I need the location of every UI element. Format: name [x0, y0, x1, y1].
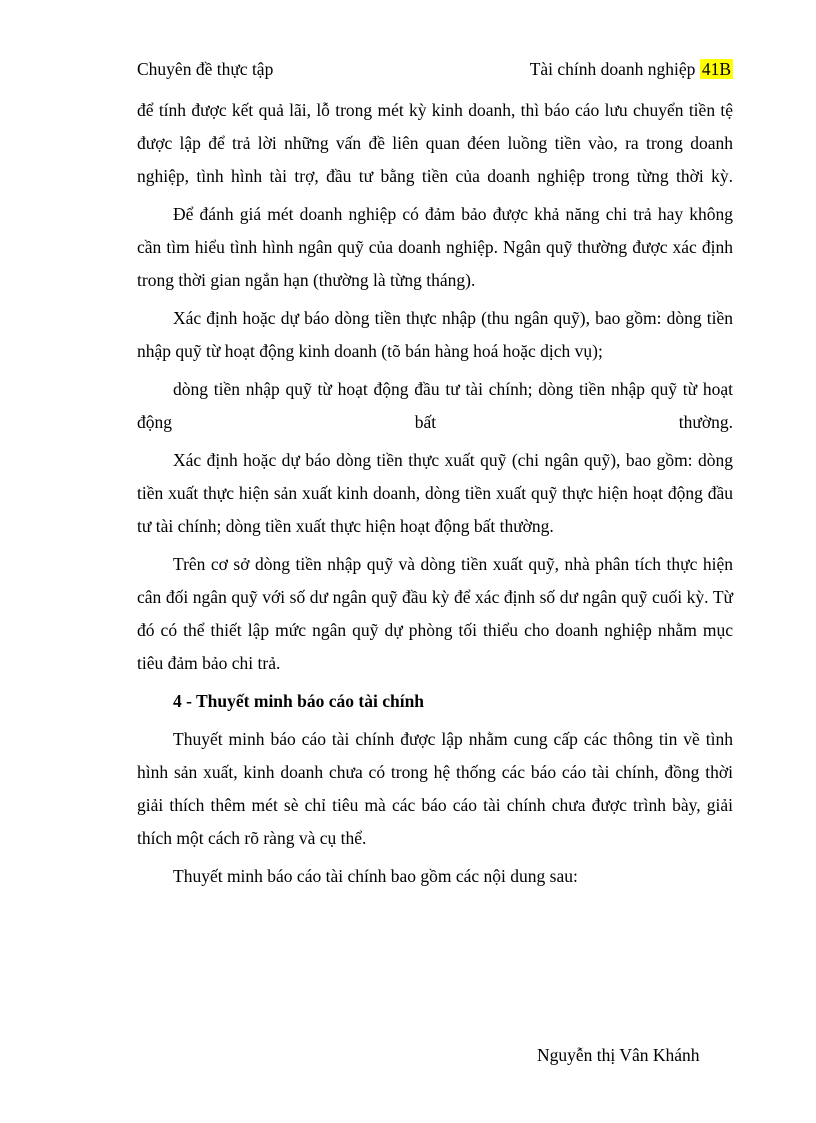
- paragraph-notes-purpose: Thuyết minh báo cáo tài chính được lập nhằm cung cấp các thông tin về tình hình sản xuất, kinh doanh chưa có trong hệ thống các báo cáo tài chính, đồng thời giải thích thêm mét sè chỉ tiêu mà các báo cáo tài chính chưa được trình bày, giải thích một cách rõ ràng và cụ thể.: [137, 729, 733, 848]
- header-course: [530, 54, 733, 84]
- paragraph-notes-contents: Thuyết minh báo cáo tài chính bao gồm các nội dung sau:: [173, 866, 578, 886]
- page-header: [137, 54, 733, 84]
- paragraph-cash-inflow-continued: dòng tiền nhập quỹ từ hoạt động đầu tư tài chính; dòng tiền nhập quỹ từ hoạt động bất thường.: [137, 379, 733, 432]
- header-class-code: 41B: [701, 59, 731, 79]
- paragraph-cash-balance: Trên cơ sở dòng tiền nhập quỹ và dòng tiền xuất quỹ, nhà phân tích thực hiện cân đối ngân quỹ với số dư ngân quỹ đầu kỳ để xác định số dư ngân quỹ cuối kỳ. Từ đó có thể thiết lập mức ngân quỹ dự phòng tối thiểu cho doanh nghiệp nhằm mục tiêu đảm bảo chi trả.: [137, 554, 733, 673]
- paragraph-cash-inflow: Xác định hoặc dự báo dòng tiền thực nhập (thu ngân quỹ), bao gồm: dòng tiền nhập quỹ từ hoạt động kinh doanh (tõ bán hàng hoá hoặc dịch vụ);: [137, 308, 733, 361]
- paragraph-cash-flow-statement: để tính được kết quả lãi, lỗ trong mét kỳ kinh doanh, thì báo cáo lưu chuyển tiền tệ được lập để trả lời những vấn đề liên quan đéen luồng tiền vào, ra trong doanh nghiệp, tình hình tài trợ, đầu tư bằng tiền của doanh nghiệp trong từng thời kỳ.: [137, 100, 733, 186]
- paragraph-cash-outflow: Xác định hoặc dự báo dòng tiền thực xuất quỹ (chi ngân quỹ), bao gồm: dòng tiền xuất thực hiện sản xuất kinh doanh, dòng tiền xuất quỹ thực hiện hoạt động đầu tư tài chính; dòng tiền xuất thực hiện hoạt động bất thường.: [137, 450, 733, 536]
- header-document-type: Chuyên đề thực tập: [137, 59, 274, 79]
- section-heading: 4 - Thuyết minh báo cáo tài chính: [173, 691, 425, 711]
- author-name: Nguyễn thị Vân Khánh: [537, 1045, 700, 1065]
- document-body: [137, 94, 733, 898]
- paragraph-liquidity-assessment: Để đánh giá mét doanh nghiệp có đảm bảo được khả năng chi trả hay không cần tìm hiểu tình hình ngân quỹ của doanh nghiệp. Ngân quỹ thường được xác định trong thời gian ngắn hạn (thường là từng tháng).: [137, 204, 733, 290]
- header-course-text: Tài chính doanh nghiệp: [529, 59, 700, 79]
